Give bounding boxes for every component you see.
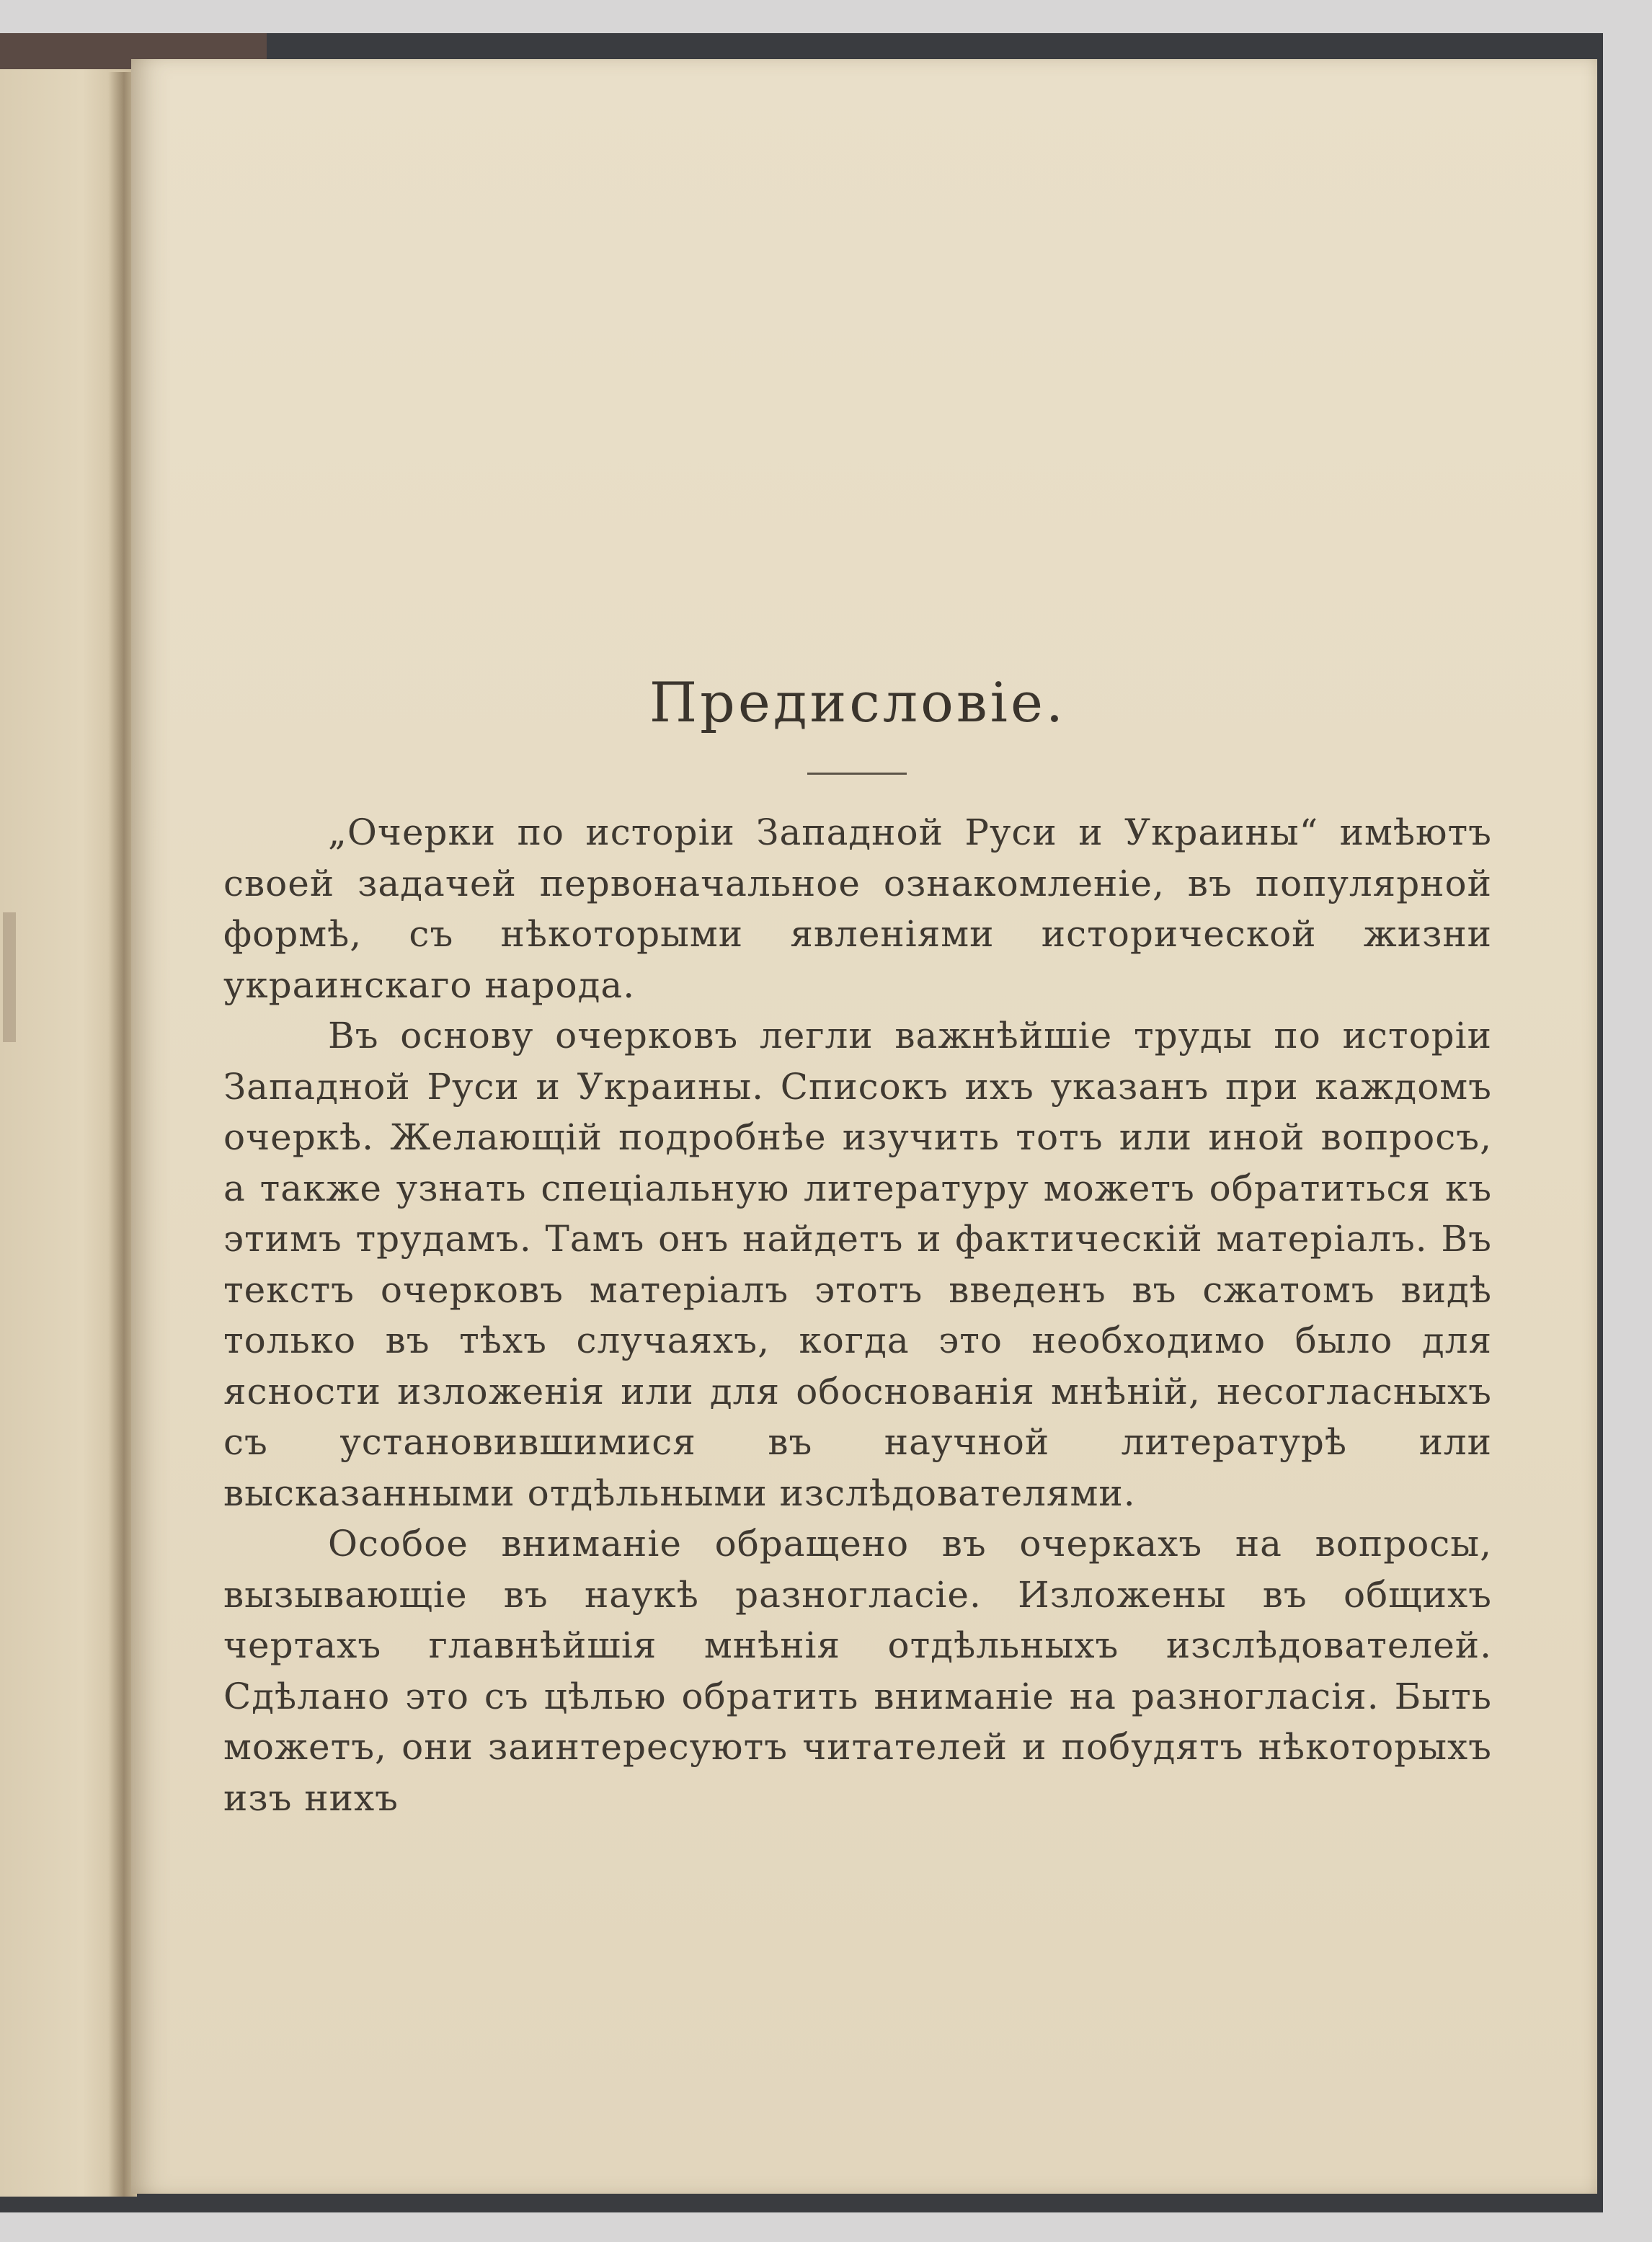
left-page-mark — [3, 912, 16, 1042]
paragraph: Въ основу очерковъ легли важнѣйшіе труды по исторіи Западной Руси и Украины. Списокъ ихъ указанъ при каждомъ очеркѣ. Желающій подробнѣе изучить тотъ или иной вопросъ, а также узнать спеціальную литературу можетъ обратиться къ этимъ трудамъ. Тамъ онъ найдетъ и фактическій матеріалъ. Въ текстъ очерковъ матеріалъ этотъ введенъ въ сжатомъ видѣ только въ тѣхъ случаяхъ, когда это необходимо было для ясности изложенія или для обоснованія мнѣній, несогласныхъ съ установившимися въ научной литературѣ или высказанными отдѣльными изслѣдователями. — [223, 1015, 1492, 1514]
paragraph: „Очерки по исторіи Западной Руси и Украины“ имѣютъ своей задачей первоначальное ознакомленіе, въ популярной формѣ, съ нѣкоторыми явленіями исторической жизни украинскаго народа. — [223, 811, 1492, 1006]
title-rule — [807, 773, 907, 775]
paragraph: Особое вниманіе обращено въ очеркахъ на вопросы, вызывающіе въ наукѣ разногласіе. Изложены въ общихъ чертахъ главнѣйшія мнѣнія отдѣльныхъ изслѣдователей. Сдѣлано это съ цѣлью обратить вниманіе на разногласія. Быть можетъ, они заинтересуютъ читателей и побудятъ нѣкоторыхъ изъ нихъ — [223, 1523, 1492, 1819]
page-title: Предисловіе. — [649, 670, 1067, 734]
preface-text — [223, 807, 1492, 1823]
